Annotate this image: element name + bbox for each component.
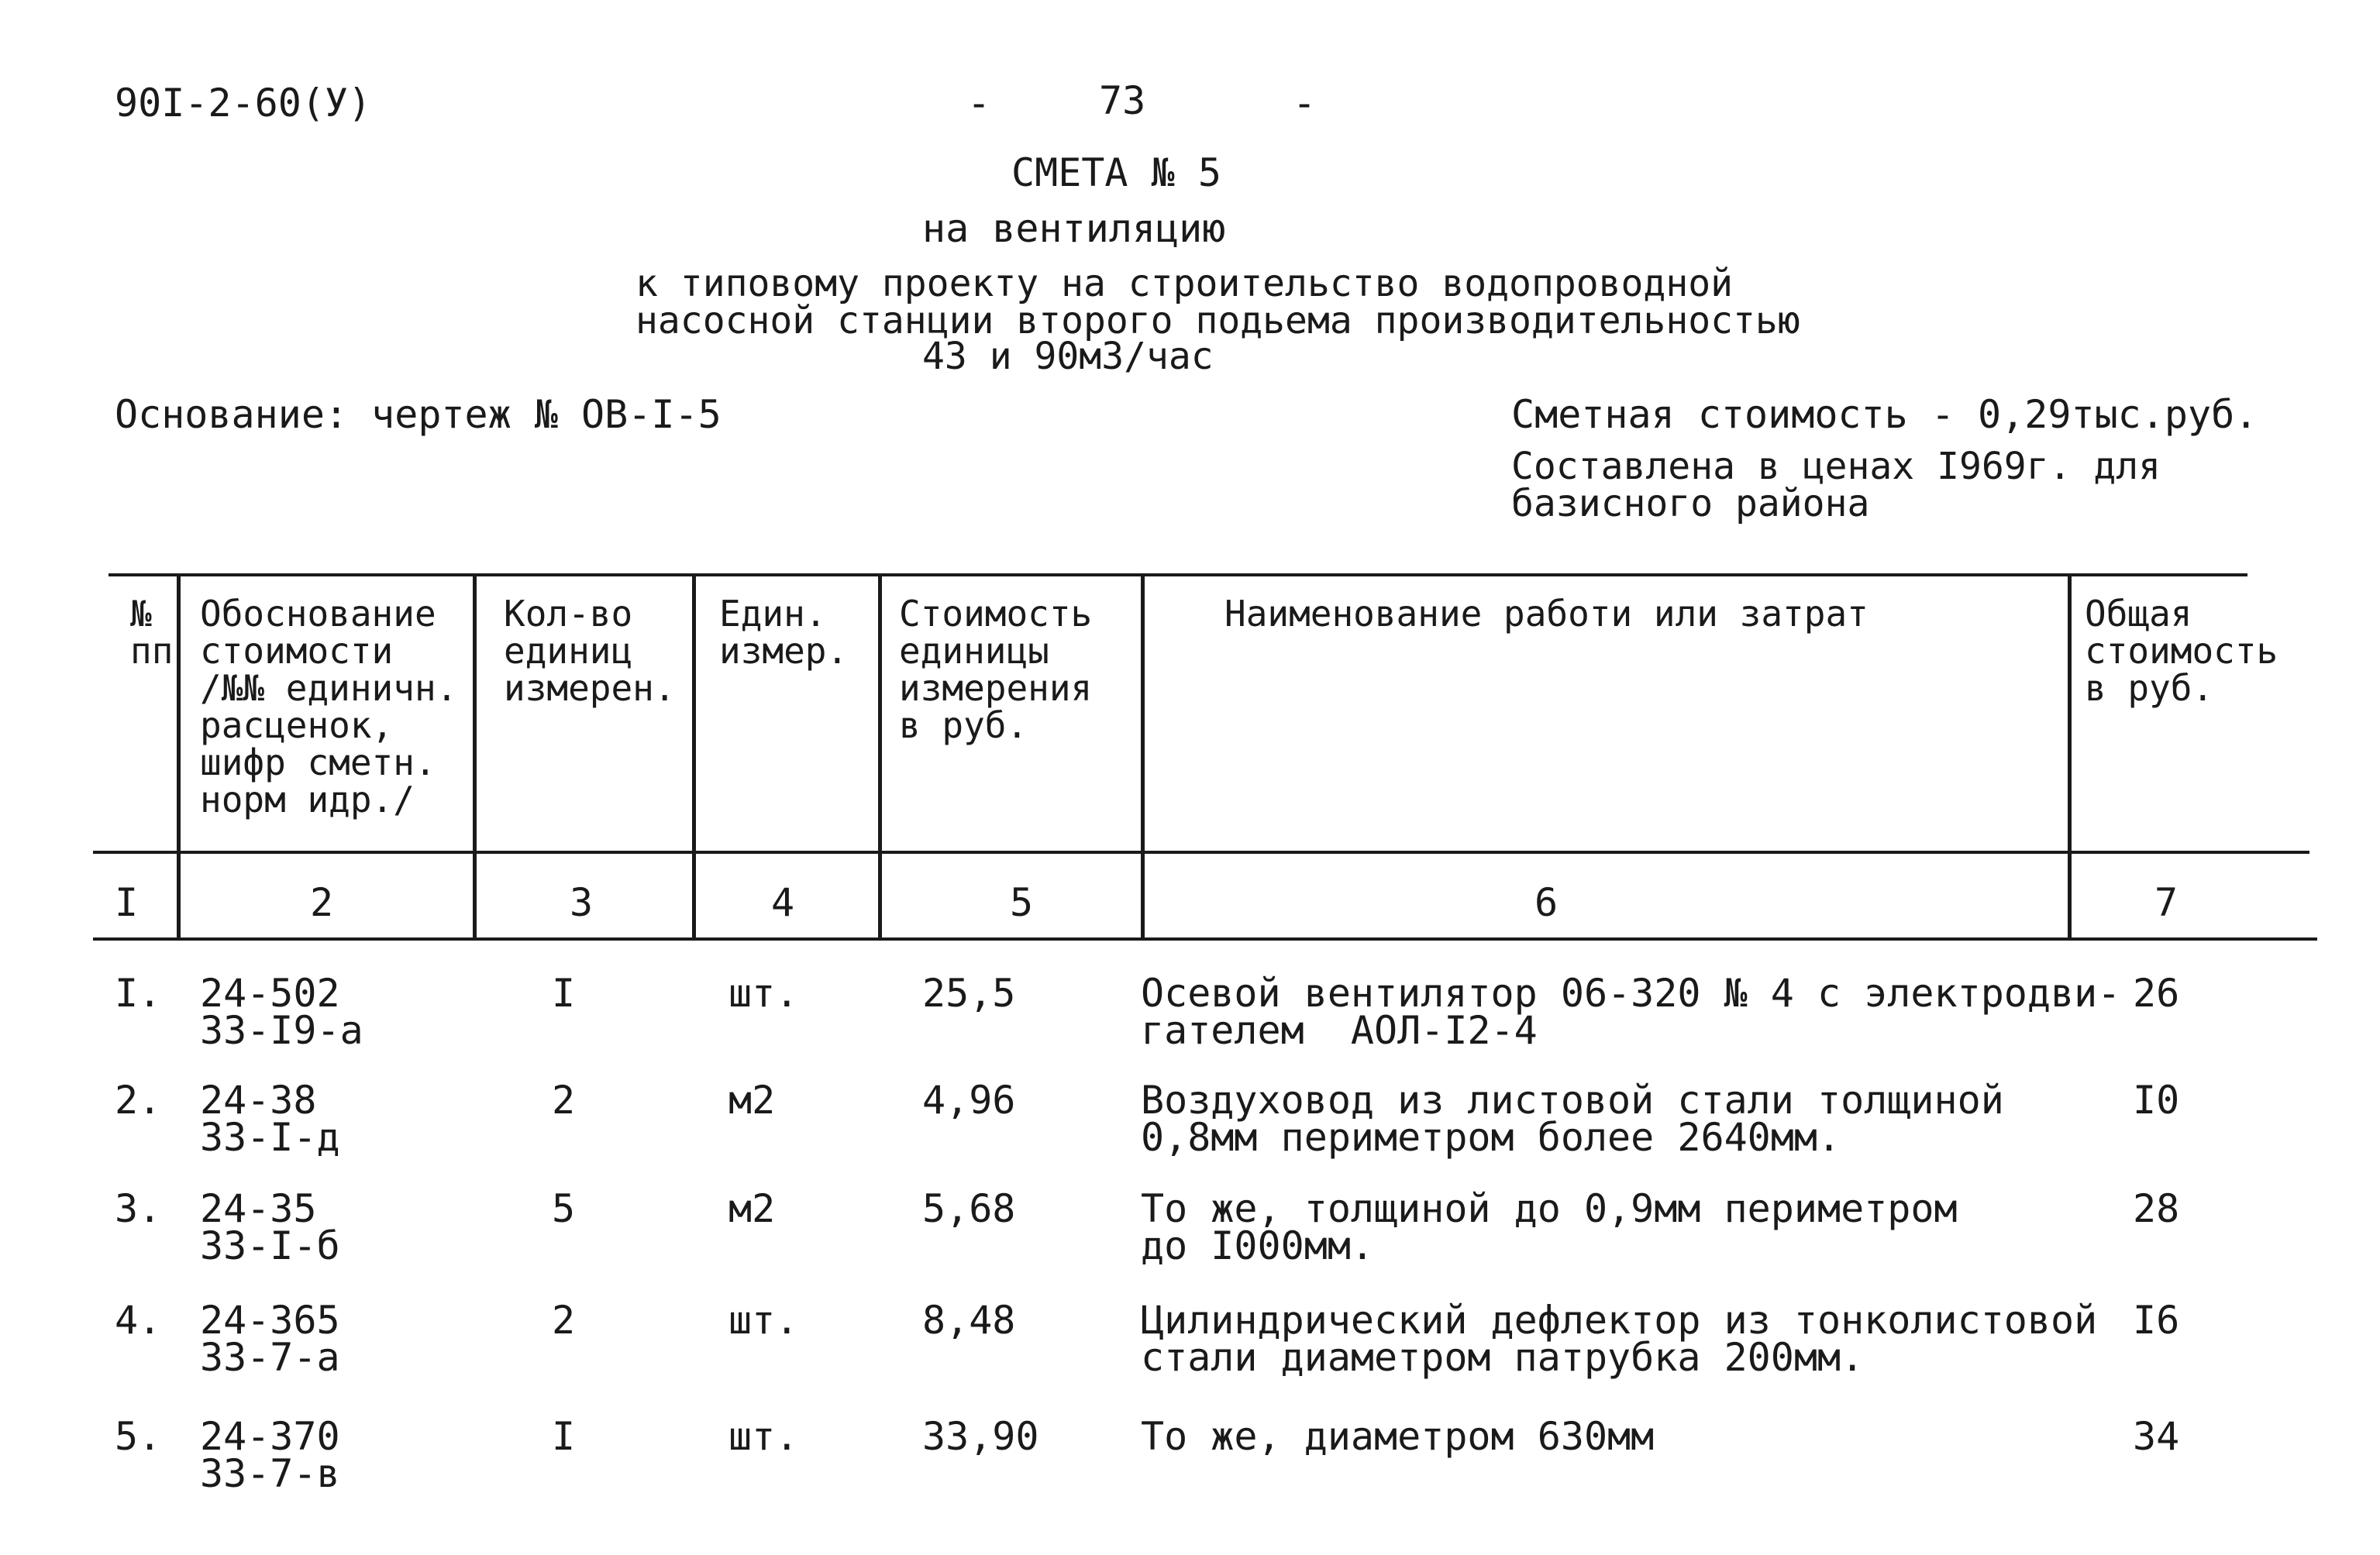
header-name: Наименование работи или затрат bbox=[1224, 593, 1869, 635]
row-total: 28 bbox=[2133, 1186, 2180, 1231]
row-basis: 24-38 33-I-д bbox=[200, 1078, 340, 1160]
row-qty: I bbox=[552, 971, 576, 1016]
col-divider-3 bbox=[692, 575, 696, 941]
row-unit: шт. bbox=[728, 1414, 799, 1459]
row-basis: 24-370 33-7-в bbox=[200, 1414, 340, 1496]
col-divider-6 bbox=[2068, 575, 2072, 941]
row-qty: 2 bbox=[552, 1078, 576, 1123]
row-unit: шт. bbox=[728, 971, 799, 1016]
row-unit-cost: 8,48 bbox=[922, 1298, 1016, 1343]
row-unit-cost: 4,96 bbox=[922, 1078, 1016, 1123]
header-total: Общая стоимость в руб. bbox=[2085, 593, 2278, 709]
project-line-2: насосной станции второго подьема производительностью bbox=[635, 299, 1800, 342]
page-dash-right: - bbox=[1293, 81, 1317, 126]
row-basis: 24-365 33-7-а bbox=[200, 1298, 340, 1380]
col-number-1: I bbox=[115, 880, 139, 925]
col-divider-4 bbox=[878, 575, 882, 941]
project-line-3: 43 и 90м3/час bbox=[922, 335, 1214, 378]
col-number-2: 2 bbox=[310, 880, 334, 925]
row-unit-cost: 5,68 bbox=[922, 1186, 1016, 1231]
row-total: I6 bbox=[2133, 1298, 2180, 1343]
page-number: 73 bbox=[1099, 78, 1146, 123]
row-unit: м2 bbox=[728, 1186, 776, 1231]
col-divider-1 bbox=[177, 575, 181, 941]
row-name: Цилиндрический дефлектор из тонколистовой стали диаметром патрубка 200мм. bbox=[1141, 1298, 2098, 1380]
row-qty: 5 bbox=[552, 1186, 576, 1231]
row-unit-cost: 33,90 bbox=[922, 1414, 1039, 1459]
row-basis: 24-502 33-I9-а bbox=[200, 971, 363, 1053]
header-qty: Кол-во единиц измерен. bbox=[504, 593, 676, 709]
col-number-6: 6 bbox=[1534, 880, 1559, 925]
row-name: То же, толщиной до 0,9мм периметром до I000мм. bbox=[1141, 1186, 1958, 1268]
header-unit: Един. измер. bbox=[719, 593, 849, 672]
row-total: 34 bbox=[2133, 1414, 2180, 1459]
row-basis: 24-35 33-I-б bbox=[200, 1186, 340, 1268]
prices-note-line-1: Составлена в ценах I969г. для bbox=[1511, 445, 2161, 488]
row-unit-cost: 25,5 bbox=[922, 971, 1016, 1016]
row-qty: I bbox=[552, 1414, 576, 1459]
col-number-3: 3 bbox=[570, 880, 594, 925]
header-unit-cost: Стоимость единицы измерения в руб. bbox=[899, 593, 1093, 746]
document-code: 90I-2-60(У) bbox=[115, 81, 372, 126]
row-total: 26 bbox=[2133, 971, 2180, 1016]
col-number-7: 7 bbox=[2154, 880, 2179, 925]
row-num: 2. bbox=[115, 1078, 162, 1123]
col-divider-5 bbox=[1141, 575, 1145, 941]
project-line-1: к типовому проекту на строительство водопроводной bbox=[635, 262, 1734, 305]
col-number-4: 4 bbox=[771, 880, 795, 925]
header-basis: Обоснование стоимости /№№ единичн. расценок, шифр сметн. норм идр./ bbox=[200, 593, 458, 821]
header-bottom-rule bbox=[93, 851, 2309, 854]
header-num: № пп bbox=[130, 593, 174, 672]
row-num: I. bbox=[115, 971, 162, 1016]
row-qty: 2 bbox=[552, 1298, 576, 1343]
estimated-cost: Сметная стоимость - 0,29тыс.руб. bbox=[1511, 392, 2258, 437]
col-divider-2 bbox=[473, 575, 477, 941]
estimate-title: СМЕТА № 5 bbox=[1011, 150, 1221, 195]
row-total: I0 bbox=[2133, 1078, 2180, 1123]
row-name: То же, диаметром 630мм bbox=[1141, 1414, 1655, 1459]
row-unit: шт. bbox=[728, 1298, 799, 1343]
row-name: Осевой вентилятор 06-320 № 4 с электродви- гателем АОЛ-I2-4 bbox=[1141, 971, 2121, 1053]
row-num: 3. bbox=[115, 1186, 162, 1231]
row-num: 5. bbox=[115, 1414, 162, 1459]
column-numbers-rule bbox=[93, 937, 2317, 941]
page-dash-left: - bbox=[967, 81, 991, 126]
prices-note-line-2: базисного района bbox=[1511, 482, 1870, 525]
table-top-rule bbox=[108, 573, 2247, 576]
row-name: Воздуховод из листовой стали толщиной 0,8мм периметром более 2640мм. bbox=[1141, 1078, 2004, 1160]
col-number-5: 5 bbox=[1010, 880, 1034, 925]
row-num: 4. bbox=[115, 1298, 162, 1343]
estimate-subtitle: на вентиляцию bbox=[922, 206, 1226, 251]
basis-drawing: Основание: чертеж № ОВ-I-5 bbox=[115, 392, 722, 437]
row-unit: м2 bbox=[728, 1078, 776, 1123]
